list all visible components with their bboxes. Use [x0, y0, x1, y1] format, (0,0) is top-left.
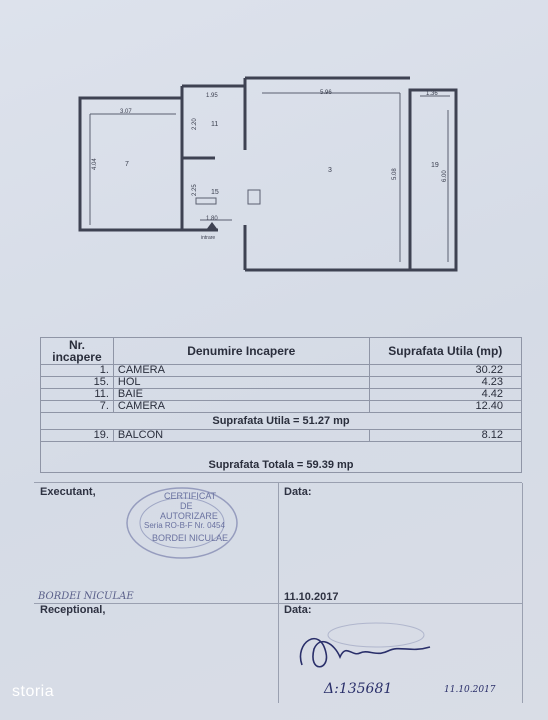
row-name: BAIE: [113, 389, 369, 401]
date-label-1: Data:: [284, 486, 312, 498]
spacer-row: [41, 442, 522, 459]
date-label-2: Data:: [284, 604, 312, 616]
row-name: HOL: [113, 377, 369, 389]
table-row: [41, 430, 522, 442]
table-row: [41, 401, 522, 413]
dim-bath-width: 1.95: [206, 93, 218, 99]
row-nr: 11.: [41, 389, 114, 401]
room-number-11: 11: [211, 121, 219, 128]
row-name: CAMERA: [113, 365, 369, 377]
total-text: Suprafata Totala = 59.39 mp: [41, 458, 522, 473]
row-nr: 7.: [41, 401, 114, 413]
entry-label: intrare: [201, 235, 216, 241]
dim-hall-width: 1.80: [206, 216, 218, 222]
row-nr: 19.: [41, 430, 114, 442]
dim-balcony-height: 6.00: [442, 170, 448, 182]
row-name: CAMERA: [113, 401, 369, 413]
entry-arrow-icon: [206, 222, 218, 230]
storia-logo: storia: [12, 683, 55, 700]
table-row: [41, 377, 522, 389]
row-area: 12.40: [369, 401, 521, 413]
room-number-19: 19: [431, 162, 439, 169]
column-divider-right: [522, 483, 523, 703]
row-nr: 15.: [41, 377, 114, 389]
executant-label: Executant,: [40, 486, 96, 498]
receipt-number: Δ:135681: [324, 681, 393, 697]
row-name: BALCON: [113, 430, 369, 442]
dim-main-width: 5.96: [320, 90, 332, 96]
header-nr: Nr. incapere: [41, 338, 114, 365]
stamp-line: BORDEI NICULAE: [152, 533, 229, 543]
dim-left-room-height: 4.04: [92, 158, 98, 170]
dim-bath-height: 2.20: [192, 118, 198, 130]
date-value-1: 11.10.2017: [284, 591, 339, 603]
total-row: [41, 458, 522, 473]
floor-plan: [0, 0, 548, 300]
row-area: 4.42: [369, 389, 521, 401]
row-nr: 1.: [41, 365, 114, 377]
dim-hall-height: 2.25: [192, 184, 198, 196]
signature-block: [34, 482, 522, 703]
table-row: [41, 365, 522, 377]
table-header: [41, 338, 522, 365]
room-table: [40, 337, 522, 473]
signature-icon: [290, 613, 440, 683]
row-area: 4.23: [369, 377, 521, 389]
row-divider: [34, 603, 522, 604]
stamp-line: AUTORIZARE: [160, 511, 218, 521]
stamp-line: Seria RO-B-F Nr. 0454: [144, 521, 225, 530]
header-name: Denumire Incapere: [113, 338, 369, 365]
header-area: Suprafata Utila (mp): [369, 338, 521, 365]
receptional-label: Receptional,: [40, 604, 106, 616]
stamp-line: CERTIFICAT: [164, 491, 217, 501]
stamp-line: DE: [180, 501, 193, 511]
room-number-15: 15: [211, 189, 219, 196]
executant-name: BORDEI NICULAE: [38, 591, 134, 602]
dim-left-room-width: 3.07: [120, 109, 132, 115]
room-number-3: 3: [328, 167, 332, 174]
subtotal-row: [41, 413, 522, 430]
date-value-2: 11.10.2017: [444, 685, 496, 695]
dim-balcony-width: 1.36: [426, 91, 438, 97]
column-divider: [278, 483, 279, 703]
table-row: [41, 389, 522, 401]
subtotal-text: Suprafata Utila = 51.27 mp: [41, 413, 522, 430]
room-number-7: 7: [125, 161, 129, 168]
dim-main-height: 5.08: [392, 168, 398, 180]
row-area: 30.22: [369, 365, 521, 377]
row-area: 8.12: [369, 430, 521, 442]
